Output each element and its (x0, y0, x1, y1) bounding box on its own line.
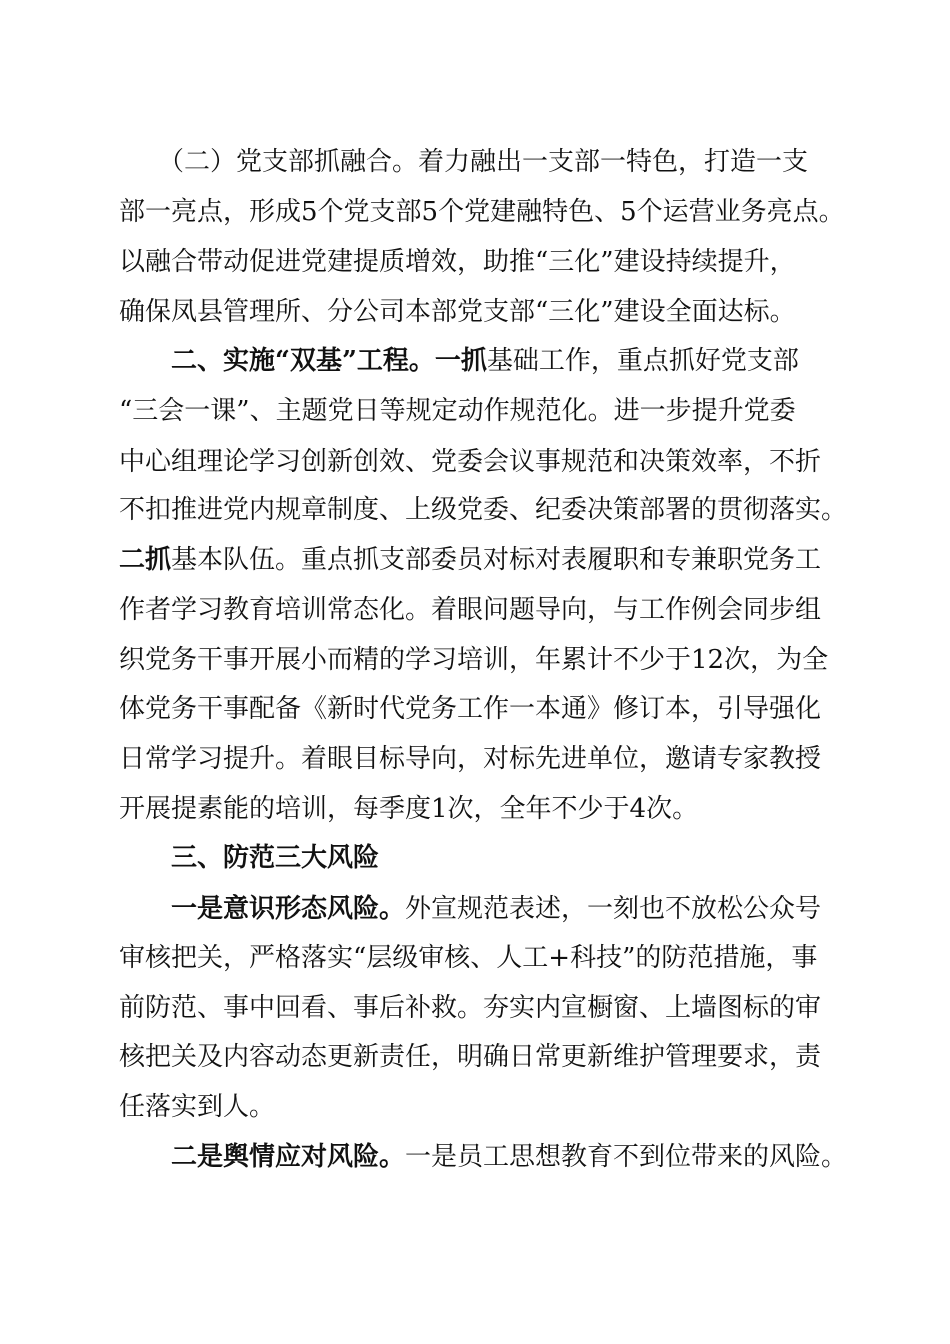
text-run: 基本队伍。重点抓支部委员对标对表履职和专兼职党务工 (171, 545, 822, 575)
text-run: 一是员工思想教育不到位带来的风险。 (405, 1142, 848, 1172)
text-line (119, 345, 799, 377)
text-line: （二）党支部抓融合。着力融出一支部一特色，打造一支 (119, 147, 809, 177)
text-line: “三会一课”、主题党日等规定动作规范化。进一步提升党委 (119, 396, 796, 426)
bold-run: 二抓 (119, 545, 172, 575)
text-line: 确保凤县管理所、分公司本部党支部“三化”建设全面达标。 (119, 297, 796, 327)
bold-run: 二是舆情应对风险。 (119, 1142, 406, 1172)
text-line: 织党务干事开展小而精的学习培训，年累计不少于12次，为全 (119, 645, 829, 675)
text-line: 作者学习教育培训常态化。着眼问题导向，与工作例会同步组 (119, 595, 822, 625)
text-line: 任落实到人。 (119, 1092, 276, 1122)
section-heading: 二、实施“双基”工程。一抓 (119, 346, 487, 376)
section-heading: 三、防范三大风险 (119, 843, 380, 873)
text-line: 核把关及内容动态更新责任，明确日常更新维护管理要求，责 (119, 1042, 822, 1072)
text-line (119, 893, 821, 925)
text-line (119, 544, 821, 576)
text-run: 基础工作，重点抓好党支部 (486, 346, 799, 376)
text-line: 以融合带动促进党建提质增效，助推“三化”建设持续提升， (119, 247, 796, 277)
text-line: 前防范、事中回看、事后补救。夯实内宣橱窗、上墙图标的审 (119, 993, 822, 1023)
text-line: 中心组理论学习创新创效、党委会议事规范和决策效率，不折 (119, 447, 822, 477)
text-line: 开展提素能的培训，每季度1次，全年不少于4次。 (119, 794, 699, 824)
bold-run: 一是意识形态风险。 (119, 894, 406, 924)
text-line: 日常学习提升。着眼目标导向，对标先进单位，邀请专家教授 (119, 744, 822, 774)
text-line: 体党务干事配备《新时代党务工作一本通》修订本，引导强化 (119, 694, 822, 724)
text-line: 审核把关，严格落实“层级审核、人工+科技”的防范措施，事 (119, 943, 818, 973)
text-line: 部一亮点，形成5个党支部5个党建融特色、5个运营业务亮点。 (119, 197, 845, 227)
text-run: 外宣规范表述，一刻也不放松公众号 (405, 894, 822, 924)
text-line (119, 1141, 847, 1173)
text-line: 不扣推进党内规章制度、上级党委、纪委决策部署的贯彻落实。 (119, 495, 848, 525)
